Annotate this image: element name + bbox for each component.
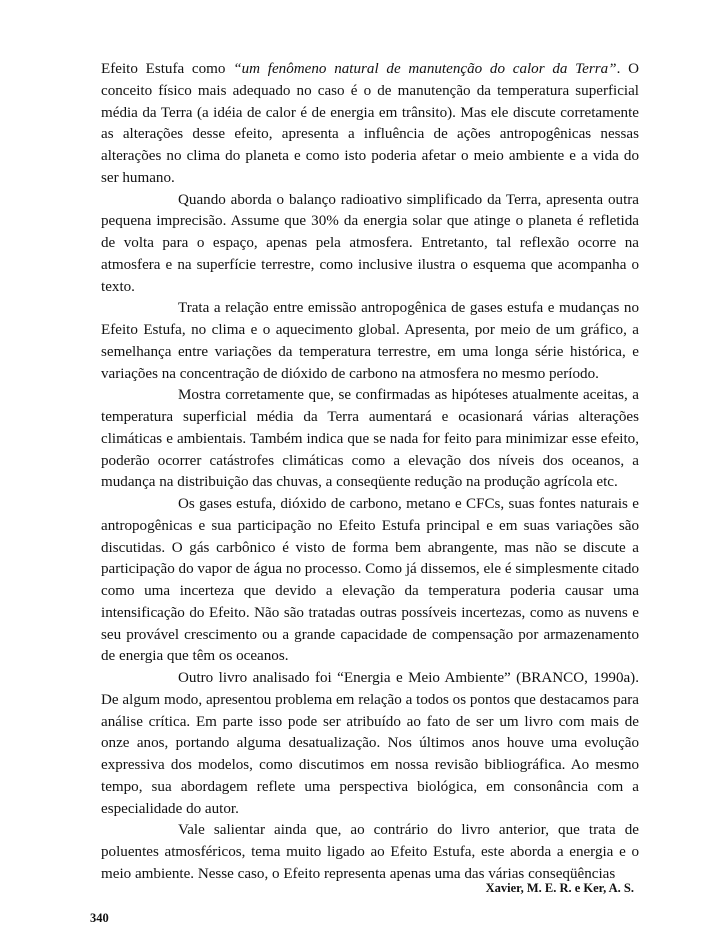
paragraph-1 bbox=[101, 59, 639, 190]
paragraph-2: Quando aborda o balanço radioativo simplificado da Terra, apresenta outra pequena imprecisão. Assume que 30% da energia solar que atinge o planeta é refletida de volta para o espaço, apenas pela atmosfera. Entretanto, tal reflexão ocorre na atmosfera e na superfície terrestre, como inclusive ilustra o esquema que acompanha o texto. bbox=[101, 191, 639, 295]
paragraph-1-post: . O conceito físico mais adequado no caso é o de manutenção da temperatura superficial média da Terra (a idéia de calor é de energia em trânsito). Mas ele discute corretamente as alterações desse efeito, apresenta a influência de ações antropogênicas nessas alterações no clima do planeta e como isto poderia afetar o meio ambiente e a vida do ser humano. bbox=[101, 61, 639, 186]
paragraph-5: Os gases estufa, dióxido de carbono, metano e CFCs, suas fontes naturais e antropogênicas e sua participação no Efeito Estufa principal e em suas variações são discutidas. O gás carbônico é visto de forma bem abrangente, mas não se discute a participação do vapor de água no processo. Como já dissemos, ele é simplesmente citado como uma incerteza que devido a elevação da temperatura poderia causar uma intensificação do Efeito. Não são tratadas outras possíveis incertezas, como as nuvens e seu provável crescimento ou a grande capacidade de compensação por armazenamento de energia que têm os oceanos. bbox=[101, 496, 639, 665]
paragraph-6: Outro livro analisado foi “Energia e Meio Ambiente” (BRANCO, 1990a). De algum modo, apresentou problema em relação a todos os pontos que destacamos para análise crítica. Em parte isso pode ser atribuído ao fato de ser um livro com mais de onze anos, portando alguma desatualização. Nos últimos anos houve uma evolução expressiva dos modelos, como discutimos em nossa revisão bibliográfica. Ao mesmo tempo, sua abordagem reflete uma perspectiva biológica, em consonância com a especialidade do autor. bbox=[101, 670, 639, 817]
paragraph-7: Vale salientar ainda que, ao contrário do livro anterior, que trata de poluentes atmosféricos, tema muito ligado ao Efeito Estufa, este aborda a energia e o meio ambiente. Nesse caso, o Efeito representa apenas uma das várias conseqüências bbox=[101, 822, 639, 882]
paragraph-1-pre: Efeito Estufa como bbox=[101, 61, 234, 77]
page-number: 340 bbox=[90, 911, 109, 925]
footer-authors: Xavier, M. E. R. e Ker, A. S. bbox=[485, 881, 634, 895]
body-text bbox=[101, 59, 639, 886]
paragraph-1-quote: “um fenômeno natural de manutenção do calor da Terra” bbox=[233, 61, 617, 77]
paragraph-3: Trata a relação entre emissão antropogênica de gases estufa e mudanças no Efeito Estufa, no clima e o aquecimento global. Apresenta, por meio de um gráfico, a semelhança entre variações da temperatura terrestre, em uma longa série histórica, e variações na concentração de dióxido de carbono na atmosfera no mesmo período. bbox=[101, 300, 639, 382]
paragraph-4: Mostra corretamente que, se confirmadas as hipóteses atualmente aceitas, a temperatura superficial média da Terra aumentará e ocasionará várias alterações climáticas e ambientais. Também indica que se nada for feito para minimizar esse efeito, poderão ocorrer catástrofes climáticas como a elevação dos níveis dos oceanos, a mudança na distribuição das chuvas, a conseqüente redução na produção agrícola etc. bbox=[101, 387, 639, 491]
